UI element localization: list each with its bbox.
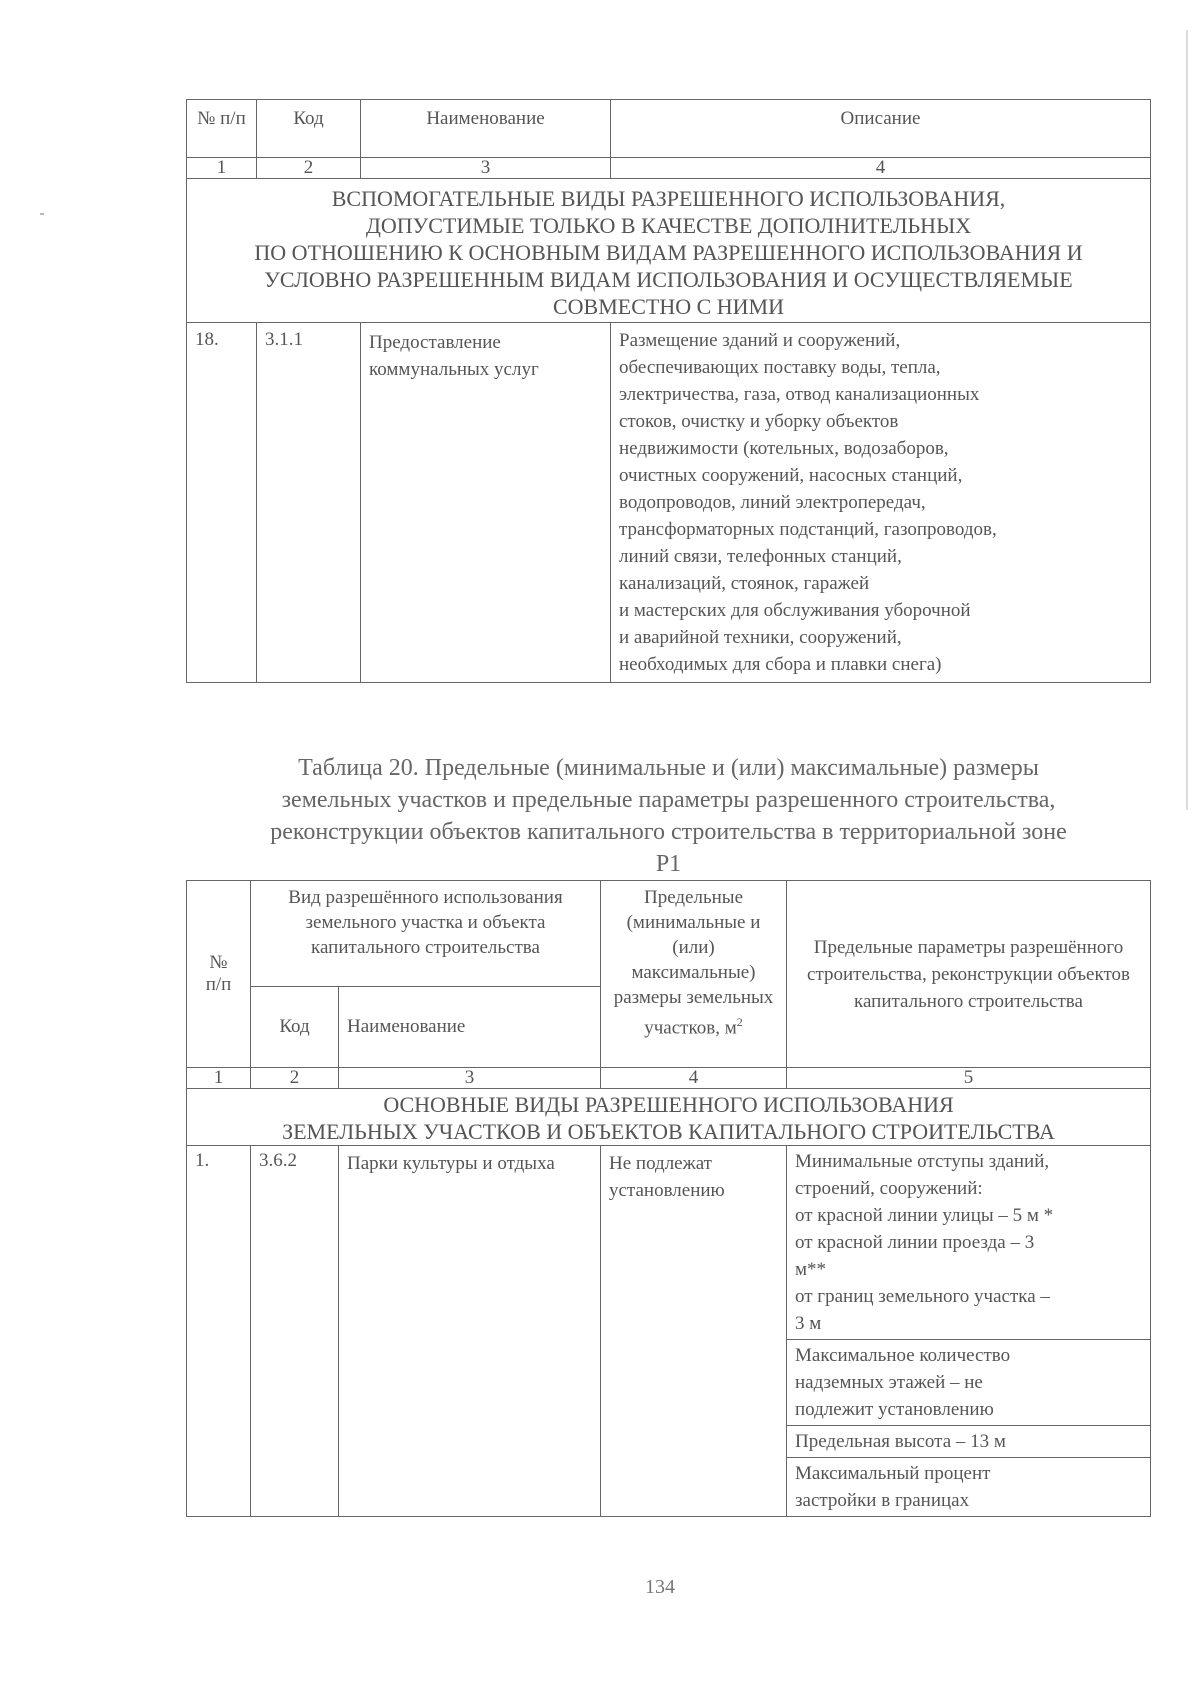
description-line: недвижимости (котельных, водозаборов, <box>619 438 949 459</box>
name-line: Предоставление <box>369 332 501 353</box>
parameter-line: Максимальный процент <box>795 1463 991 1484</box>
header-name: Наименование <box>339 987 601 1068</box>
row-code: 3.1.1 <box>257 323 361 683</box>
column-number-row <box>187 158 1151 179</box>
table-caption <box>186 752 1151 880</box>
header-description: Описание <box>611 100 1151 158</box>
column-number-row <box>187 1068 1151 1089</box>
caption-line: Таблица 20. Предельные (минимальные и (или) максимальные) размеры <box>298 755 1039 781</box>
col-number: 1 <box>187 1068 251 1089</box>
header-num: № п/п <box>187 881 251 1068</box>
row-number: 18. <box>187 323 257 683</box>
col-number: 4 <box>601 1068 787 1089</box>
parameter-line: от красной линии улицы – 5 м * <box>795 1205 1054 1226</box>
section-heading-row <box>187 179 1151 323</box>
col-number: 1 <box>187 158 257 179</box>
parameter-line: м** <box>795 1259 827 1280</box>
parameter-block <box>787 1340 1150 1426</box>
section-line: ПО ОТНОШЕНИЮ К ОСНОВНЫМ ВИДАМ РАЗРЕШЕННОГО ИСПОЛЬЗОВАНИЯ И <box>254 240 1083 265</box>
scan-speck <box>40 213 44 215</box>
caption-line: Р1 <box>655 851 682 877</box>
col-number: 3 <box>339 1068 601 1089</box>
parameter-line: строений, сооружений: <box>795 1178 983 1199</box>
caption-line: реконструкции объектов капитального строительства в территориальной зоне <box>270 819 1067 845</box>
description-line: электричества, газа, отвод канализационных <box>619 384 980 405</box>
parameter-line: от красной линии проезда – 3 <box>795 1232 1035 1253</box>
row-parameters <box>787 1146 1151 1517</box>
permitted-uses-table <box>186 99 1151 683</box>
row-plot-sizes: Не подлежат установлению <box>601 1146 787 1517</box>
parameter-line: Предельная высота – 13 м <box>795 1431 1006 1452</box>
description-line: водопроводов, линий электропередач, <box>619 492 926 513</box>
parameter-line: от границ земельного участка – <box>795 1286 1050 1307</box>
section-heading <box>187 1089 1151 1146</box>
table-header-row <box>187 881 1151 987</box>
parameter-line: подлежит установлению <box>795 1399 994 1420</box>
header-code: Код <box>251 987 339 1068</box>
row-name <box>361 323 611 683</box>
plot-sizes-label: Предельные (минимальные и (или) максимальные) размеры земельных участков, м <box>613 887 774 1039</box>
parameter-line: Максимальное количество <box>795 1345 1011 1366</box>
section-line: УСЛОВНО РАЗРЕШЕННЫМ ВИДАМ ИСПОЛЬЗОВАНИЯ И ОСУЩЕСТВЛЯЕМЫЕ <box>264 267 1073 292</box>
parameter-block <box>787 1146 1150 1340</box>
row-name: Парки культуры и отдыха <box>339 1146 601 1517</box>
table-row <box>187 323 1151 683</box>
col-number: 5 <box>787 1068 1151 1089</box>
col-number: 2 <box>251 1068 339 1089</box>
description-line: линий связи, телефонных станций, <box>619 546 902 567</box>
caption-line: земельных участков и предельные параметры разрешенного строительства, <box>281 787 1056 813</box>
row-number: 1. <box>187 1146 251 1517</box>
scan-edge-line <box>1186 30 1188 810</box>
section-line: ВСПОМОГАТЕЛЬНЫЕ ВИДЫ РАЗРЕШЕННОГО ИСПОЛЬЗОВАНИЯ, <box>331 186 1006 211</box>
description-line: стоков, очистку и уборку объектов <box>619 411 899 432</box>
section-line: СОВМЕСТНО С НИМИ <box>552 294 785 319</box>
description-line: канализаций, стоянок, гаражей <box>619 573 870 594</box>
plot-sizes-superscript: 2 <box>736 1015 743 1029</box>
header-num: № п/п <box>187 100 257 158</box>
description-line: необходимых для сбора и плавки снега) <box>619 654 942 675</box>
parameter-block <box>787 1426 1150 1458</box>
parameter-line: застройки в границах <box>795 1490 970 1511</box>
header-name: Наименование <box>361 100 611 158</box>
description-line: обеспечивающих поставку воды, тепла, <box>619 357 941 378</box>
row-code: 3.6.2 <box>251 1146 339 1517</box>
col-number: 2 <box>257 158 361 179</box>
header-plot-sizes <box>601 881 787 1068</box>
table-row <box>187 1146 1151 1517</box>
parameter-line: надземных этажей – не <box>795 1372 983 1393</box>
col-number: 3 <box>361 158 611 179</box>
parameter-line: Минимальные отступы зданий, <box>795 1151 1050 1172</box>
section-heading-row <box>187 1089 1151 1146</box>
header-code: Код <box>257 100 361 158</box>
section-line: ОСНОВНЫЕ ВИДЫ РАЗРЕШЕННОГО ИСПОЛЬЗОВАНИЯ <box>383 1092 954 1117</box>
header-use-type: Вид разрешённого использования земельного участка и объекта капитального строительства <box>251 881 601 987</box>
zone-parameters-table <box>186 880 1151 1517</box>
parameter-line: 3 м <box>795 1313 822 1334</box>
page-number: 134 <box>645 1576 675 1598</box>
description-line: Размещение зданий и сооружений, <box>619 330 901 351</box>
description-line: трансформаторных подстанций, газопроводов, <box>619 519 997 540</box>
section-heading <box>187 179 1151 323</box>
name-line: коммунальных услуг <box>369 359 539 380</box>
section-line: ЗЕМЕЛЬНЫХ УЧАСТКОВ И ОБЪЕКТОВ КАПИТАЛЬНОГО СТРОИТЕЛЬСТВА <box>282 1119 1055 1144</box>
col-number: 4 <box>611 158 1151 179</box>
header-parameters: Предельные параметры разрешённого строительства, реконструкции объектов капитального строительства <box>787 881 1151 1068</box>
description-line: очистных сооружений, насосных станций, <box>619 465 963 486</box>
parameter-block <box>787 1458 1150 1516</box>
description-line: и мастерских для обслуживания уборочной <box>619 600 971 621</box>
row-description <box>611 323 1151 683</box>
table-header-row <box>187 100 1151 158</box>
description-line: и аварийной техники, сооружений, <box>619 627 902 648</box>
section-line: ДОПУСТИМЫЕ ТОЛЬКО В КАЧЕСТВЕ ДОПОЛНИТЕЛЬНЫХ <box>365 213 972 238</box>
